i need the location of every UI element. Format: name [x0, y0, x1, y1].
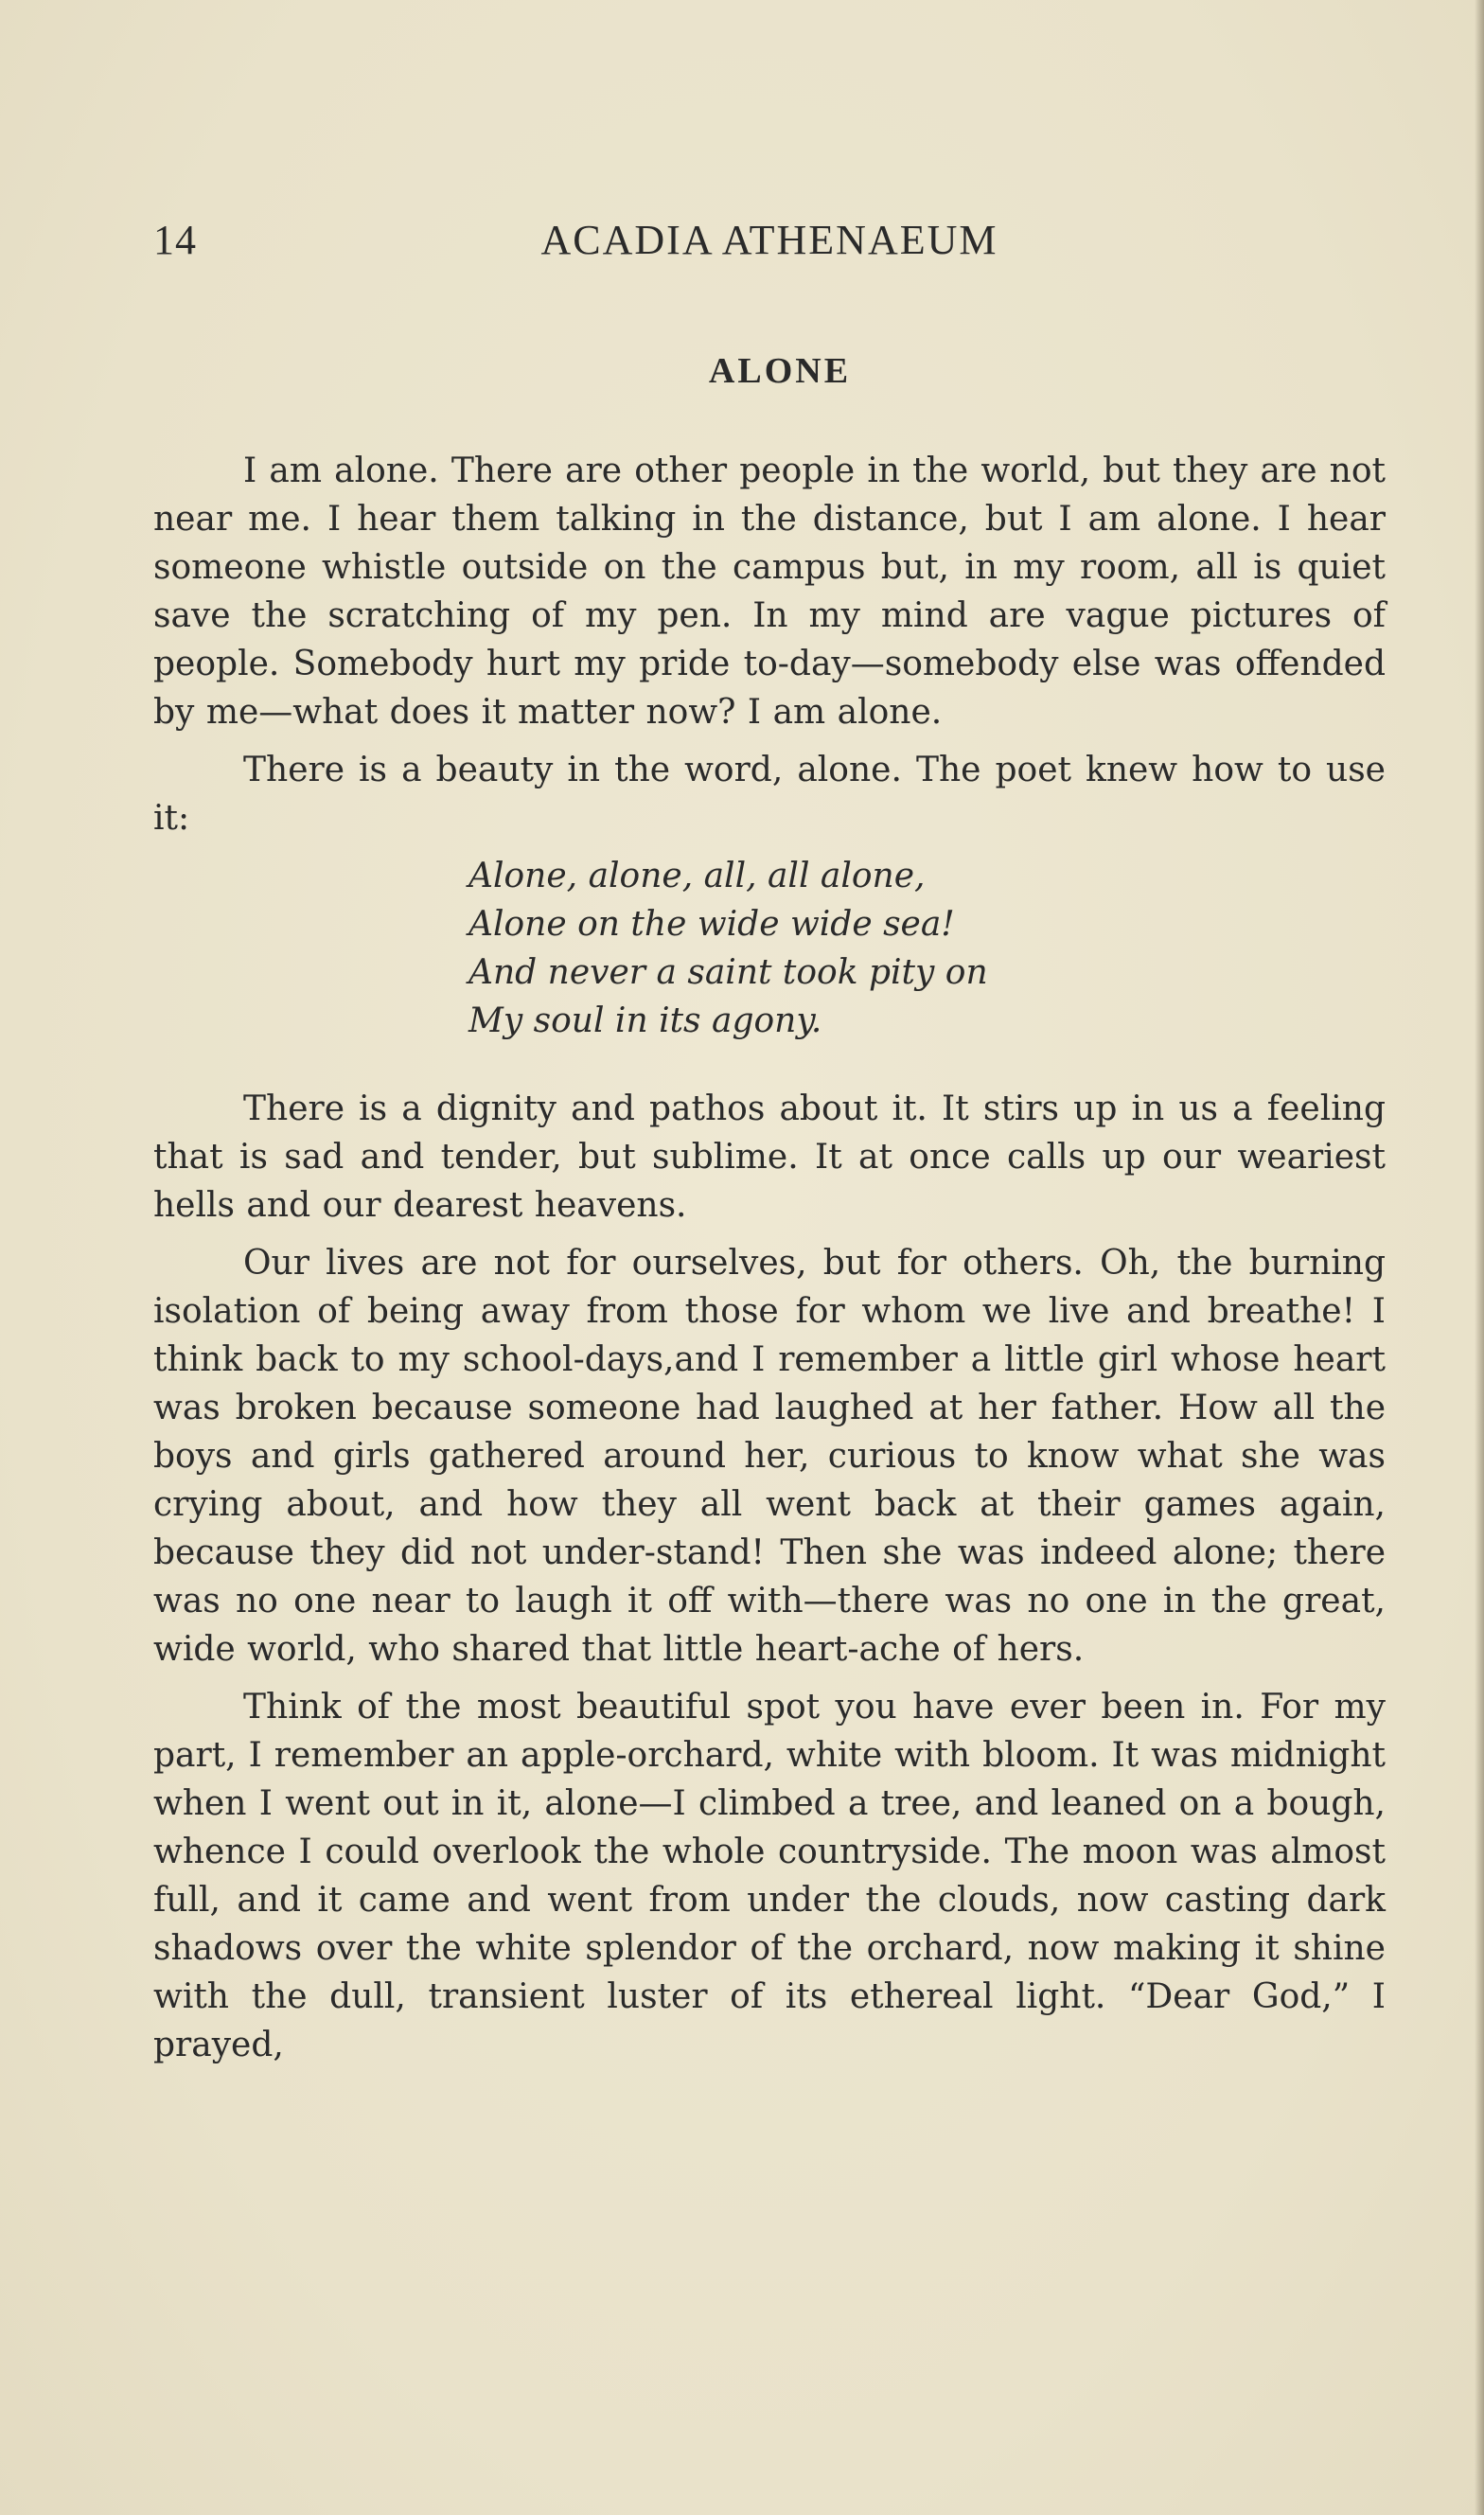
page-number: 14 [153, 217, 197, 263]
paragraph-1: I am alone. There are other people in the world, but they are not near me. I hear them talking in the distance, but I am alone. I hear someone whistle outside on the campus but, in my room, all is quiet save the scratching of my pen. In my mind are vague pictures of people. Somebody hurt my pride to-day—somebody else was offended by me—what does it matter now? I am alone. [153, 452, 1386, 732]
journal-title: ACADIA ATHENAEUM [540, 217, 998, 263]
paragraph-3: There is a dignity and pathos about it. It stirs up in us a feeling that is sad and tender, but sublime. It at once calls up our weariest hells and our dearest heavens. [153, 1089, 1386, 1225]
verse-line-2: Alone on the wide wide sea! [468, 905, 955, 944]
verse-quote [468, 852, 1386, 1045]
paragraph-5: Think of the most beautiful spot you have ever been in. For my part, I remember an apple-orchard, white with bloom. It was midnight when I went out in it, alone—I climbed a tree, and leaned on a bough, whence I could overlook the whole countryside. The moon was almost full, and it came and went from under the clouds, now casting dark shadows over the white splendor of the orchard, now making it shine with the dull, transient luster of its ethereal light. “Dear God,” I prayed, [153, 1688, 1386, 2064]
page-content [153, 206, 1386, 2079]
verse-line-1: Alone, alone, all, all alone, [468, 857, 926, 895]
article-title: ALONE [708, 351, 852, 391]
paragraph-4: Our lives are not for ourselves, but for others. Oh, the burning isolation of being away from those for whom we live and breathe! I think back to my school-days,and I remember a little girl whose heart was broken because someone had laughed at her father. How all the boys and girls gathered around her, curious to know what she was crying about, and how they all went back at their games again, because they did not under-stand! Then she was indeed alone; there was no one near to laugh it off with—there was no one in the great, wide world, who shared that little heart-ache of hers. [153, 1244, 1386, 1669]
paragraph-2: There is a beauty in the word, alone. The poet knew how to use it: [153, 751, 1386, 838]
verse-line-3: And never a saint took pity on [468, 953, 988, 992]
running-head [153, 206, 1386, 282]
verse-line-4: My soul in its agony. [468, 1001, 822, 1040]
page-edge-shadow [1475, 0, 1484, 2515]
